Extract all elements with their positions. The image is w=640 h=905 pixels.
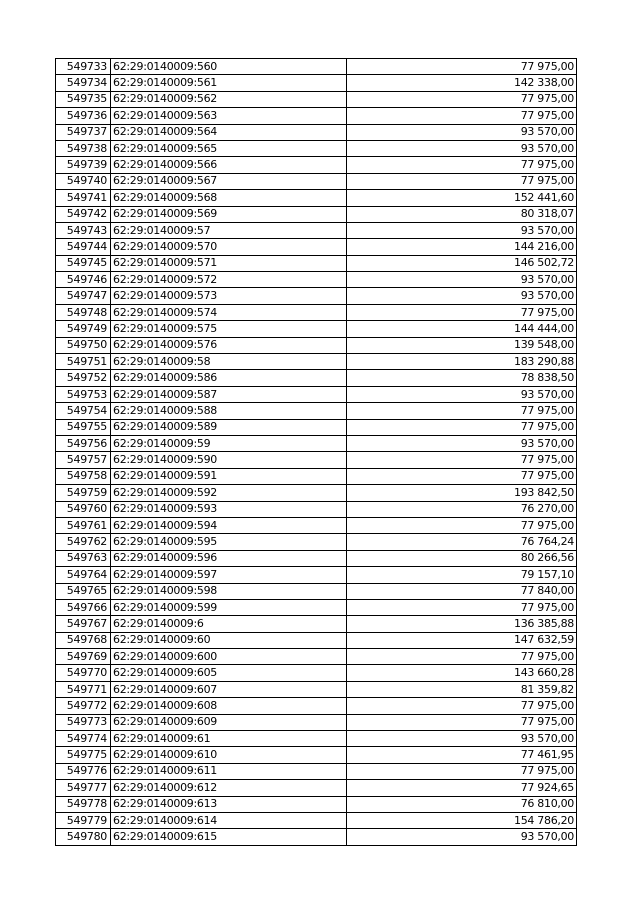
cadastral-value-cell: 78 838,50 <box>347 370 577 386</box>
cadastral-number-cell: 62:29:0140009:610 <box>111 747 347 763</box>
row-id-cell: 549747 <box>56 288 111 304</box>
table-row <box>56 812 577 828</box>
table-row <box>56 354 577 370</box>
cadastral-value-cell: 77 975,00 <box>347 173 577 189</box>
row-id-cell: 549751 <box>56 354 111 370</box>
cadastral-value-cell: 77 975,00 <box>347 468 577 484</box>
row-id-cell: 549744 <box>56 239 111 255</box>
cadastral-number-cell: 62:29:0140009:587 <box>111 386 347 402</box>
row-id-cell: 549779 <box>56 812 111 828</box>
cadastral-number-cell: 62:29:0140009:589 <box>111 419 347 435</box>
cadastral-number-cell: 62:29:0140009:575 <box>111 321 347 337</box>
row-id-cell: 549738 <box>56 140 111 156</box>
table-row <box>56 485 577 501</box>
table-row <box>56 796 577 812</box>
table-row <box>56 665 577 681</box>
cadastral-number-cell: 62:29:0140009:570 <box>111 239 347 255</box>
cadastral-value-cell: 147 632,59 <box>347 632 577 648</box>
cadastral-number-cell: 62:29:0140009:572 <box>111 272 347 288</box>
cadastral-value-cell: 154 786,20 <box>347 812 577 828</box>
cadastral-value-cell: 144 444,00 <box>347 321 577 337</box>
cadastral-value-cell: 77 975,00 <box>347 698 577 714</box>
cadastral-value-cell: 143 660,28 <box>347 665 577 681</box>
row-id-cell: 549754 <box>56 403 111 419</box>
cadastral-number-cell: 62:29:0140009:573 <box>111 288 347 304</box>
cadastral-number-cell: 62:29:0140009:586 <box>111 370 347 386</box>
cadastral-value-cell: 136 385,88 <box>347 616 577 632</box>
table-row <box>56 321 577 337</box>
row-id-cell: 549743 <box>56 222 111 238</box>
cadastral-value-cell: 139 548,00 <box>347 337 577 353</box>
cadastral-value-cell: 77 975,00 <box>347 59 577 75</box>
row-id-cell: 549760 <box>56 501 111 517</box>
cadastral-number-cell: 62:29:0140009:611 <box>111 763 347 779</box>
cadastral-number-cell: 62:29:0140009:571 <box>111 255 347 271</box>
cadastral-value-cell: 77 975,00 <box>347 91 577 107</box>
table-row <box>56 567 577 583</box>
cadastral-value-cell: 142 338,00 <box>347 75 577 91</box>
table-row <box>56 272 577 288</box>
cadastral-value-cell: 93 570,00 <box>347 140 577 156</box>
cadastral-number-cell: 62:29:0140009:574 <box>111 304 347 320</box>
cadastral-value-cell: 77 461,95 <box>347 747 577 763</box>
row-id-cell: 549756 <box>56 435 111 451</box>
table-row <box>56 190 577 206</box>
cadastral-number-cell: 62:29:0140009:564 <box>111 124 347 140</box>
cadastral-value-cell: 77 975,00 <box>347 517 577 533</box>
cadastral-value-cell: 77 924,65 <box>347 780 577 796</box>
row-id-cell: 549769 <box>56 649 111 665</box>
row-id-cell: 549755 <box>56 419 111 435</box>
table-row <box>56 108 577 124</box>
table-row <box>56 550 577 566</box>
cadastral-number-cell: 62:29:0140009:592 <box>111 485 347 501</box>
cadastral-number-cell: 62:29:0140009:562 <box>111 91 347 107</box>
row-id-cell: 549736 <box>56 108 111 124</box>
row-id-cell: 549774 <box>56 731 111 747</box>
table-row <box>56 157 577 173</box>
cadastral-number-cell: 62:29:0140009:612 <box>111 780 347 796</box>
cadastral-value-cell: 76 270,00 <box>347 501 577 517</box>
row-id-cell: 549752 <box>56 370 111 386</box>
cadastral-value-cell: 77 975,00 <box>347 108 577 124</box>
cadastral-number-cell: 62:29:0140009:590 <box>111 452 347 468</box>
cadastral-number-cell: 62:29:0140009:615 <box>111 829 347 845</box>
row-id-cell: 549768 <box>56 632 111 648</box>
cadastral-value-cell: 93 570,00 <box>347 829 577 845</box>
row-id-cell: 549742 <box>56 206 111 222</box>
row-id-cell: 549745 <box>56 255 111 271</box>
row-id-cell: 549765 <box>56 583 111 599</box>
table-row <box>56 206 577 222</box>
cadastral-number-cell: 62:29:0140009:591 <box>111 468 347 484</box>
cadastral-value-cell: 77 975,00 <box>347 403 577 419</box>
table-row <box>56 681 577 697</box>
cadastral-number-cell: 62:29:0140009:599 <box>111 599 347 615</box>
row-id-cell: 549778 <box>56 796 111 812</box>
cadastral-value-cell: 77 975,00 <box>347 452 577 468</box>
row-id-cell: 549767 <box>56 616 111 632</box>
cadastral-number-cell: 62:29:0140009:61 <box>111 731 347 747</box>
cadastral-number-cell: 62:29:0140009:567 <box>111 173 347 189</box>
row-id-cell: 549735 <box>56 91 111 107</box>
table-row <box>56 337 577 353</box>
row-id-cell: 549776 <box>56 763 111 779</box>
cadastral-value-cell: 77 975,00 <box>347 419 577 435</box>
table-row <box>56 59 577 75</box>
cadastral-value-cell: 183 290,88 <box>347 354 577 370</box>
cadastral-number-cell: 62:29:0140009:593 <box>111 501 347 517</box>
row-id-cell: 549762 <box>56 534 111 550</box>
row-id-cell: 549748 <box>56 304 111 320</box>
row-id-cell: 549758 <box>56 468 111 484</box>
row-id-cell: 549749 <box>56 321 111 337</box>
table-row <box>56 304 577 320</box>
cadastral-value-cell: 77 975,00 <box>347 304 577 320</box>
cadastral-number-cell: 62:29:0140009:595 <box>111 534 347 550</box>
row-id-cell: 549775 <box>56 747 111 763</box>
row-id-cell: 549734 <box>56 75 111 91</box>
cadastral-number-cell: 62:29:0140009:607 <box>111 681 347 697</box>
table-row <box>56 698 577 714</box>
row-id-cell: 549764 <box>56 567 111 583</box>
table-row <box>56 763 577 779</box>
row-id-cell: 549753 <box>56 386 111 402</box>
cadastral-number-cell: 62:29:0140009:563 <box>111 108 347 124</box>
cadastral-value-cell: 76 810,00 <box>347 796 577 812</box>
row-id-cell: 549780 <box>56 829 111 845</box>
table-row <box>56 91 577 107</box>
row-id-cell: 549777 <box>56 780 111 796</box>
cadastral-value-cell: 80 266,56 <box>347 550 577 566</box>
row-id-cell: 549772 <box>56 698 111 714</box>
cadastral-value-cell: 193 842,50 <box>347 485 577 501</box>
cadastral-number-cell: 62:29:0140009:597 <box>111 567 347 583</box>
table-row <box>56 599 577 615</box>
cadastral-number-cell: 62:29:0140009:600 <box>111 649 347 665</box>
row-id-cell: 549740 <box>56 173 111 189</box>
cadastral-value-table <box>55 58 577 846</box>
table-row <box>56 731 577 747</box>
cadastral-number-cell: 62:29:0140009:561 <box>111 75 347 91</box>
cadastral-number-cell: 62:29:0140009:614 <box>111 812 347 828</box>
table-row <box>56 468 577 484</box>
table-row <box>56 124 577 140</box>
cadastral-value-cell: 80 318,07 <box>347 206 577 222</box>
row-id-cell: 549733 <box>56 59 111 75</box>
row-id-cell: 549757 <box>56 452 111 468</box>
table-row <box>56 403 577 419</box>
cadastral-number-cell: 62:29:0140009:565 <box>111 140 347 156</box>
cadastral-value-cell: 93 570,00 <box>347 124 577 140</box>
cadastral-value-cell: 144 216,00 <box>347 239 577 255</box>
table-row <box>56 632 577 648</box>
cadastral-number-cell: 62:29:0140009:588 <box>111 403 347 419</box>
cadastral-value-cell: 79 157,10 <box>347 567 577 583</box>
table-row <box>56 534 577 550</box>
table-row <box>56 714 577 730</box>
cadastral-number-cell: 62:29:0140009:59 <box>111 435 347 451</box>
cadastral-value-cell: 93 570,00 <box>347 435 577 451</box>
cadastral-value-cell: 93 570,00 <box>347 386 577 402</box>
cadastral-value-cell: 93 570,00 <box>347 272 577 288</box>
row-id-cell: 549763 <box>56 550 111 566</box>
table-row <box>56 173 577 189</box>
row-id-cell: 549773 <box>56 714 111 730</box>
cadastral-value-cell: 77 975,00 <box>347 649 577 665</box>
table-row <box>56 140 577 156</box>
row-id-cell: 549761 <box>56 517 111 533</box>
table-row <box>56 452 577 468</box>
table-row <box>56 288 577 304</box>
table-row <box>56 75 577 91</box>
cadastral-number-cell: 62:29:0140009:596 <box>111 550 347 566</box>
cadastral-value-cell: 93 570,00 <box>347 731 577 747</box>
table-row <box>56 239 577 255</box>
table-row <box>56 435 577 451</box>
cadastral-number-cell: 62:29:0140009:566 <box>111 157 347 173</box>
cadastral-value-cell: 93 570,00 <box>347 222 577 238</box>
cadastral-number-cell: 62:29:0140009:576 <box>111 337 347 353</box>
table-row <box>56 780 577 796</box>
cadastral-value-cell: 77 840,00 <box>347 583 577 599</box>
cadastral-number-cell: 62:29:0140009:609 <box>111 714 347 730</box>
cadastral-value-cell: 93 570,00 <box>347 288 577 304</box>
cadastral-number-cell: 62:29:0140009:6 <box>111 616 347 632</box>
cadastral-value-cell: 77 975,00 <box>347 763 577 779</box>
cadastral-number-cell: 62:29:0140009:608 <box>111 698 347 714</box>
table-row <box>56 370 577 386</box>
table-row <box>56 386 577 402</box>
table-row <box>56 517 577 533</box>
row-id-cell: 549750 <box>56 337 111 353</box>
cadastral-number-cell: 62:29:0140009:594 <box>111 517 347 533</box>
row-id-cell: 549746 <box>56 272 111 288</box>
cadastral-number-cell: 62:29:0140009:613 <box>111 796 347 812</box>
cadastral-number-cell: 62:29:0140009:560 <box>111 59 347 75</box>
cadastral-value-cell: 152 441,60 <box>347 190 577 206</box>
table-row <box>56 583 577 599</box>
cadastral-number-cell: 62:29:0140009:598 <box>111 583 347 599</box>
cadastral-value-cell: 146 502,72 <box>347 255 577 271</box>
table-row <box>56 616 577 632</box>
cadastral-number-cell: 62:29:0140009:58 <box>111 354 347 370</box>
table-row <box>56 747 577 763</box>
table-row <box>56 419 577 435</box>
row-id-cell: 549759 <box>56 485 111 501</box>
row-id-cell: 549737 <box>56 124 111 140</box>
table-row <box>56 649 577 665</box>
row-id-cell: 549770 <box>56 665 111 681</box>
table-row <box>56 222 577 238</box>
cadastral-value-cell: 77 975,00 <box>347 157 577 173</box>
cadastral-value-cell: 77 975,00 <box>347 599 577 615</box>
row-id-cell: 549741 <box>56 190 111 206</box>
row-id-cell: 549766 <box>56 599 111 615</box>
cadastral-value-cell: 77 975,00 <box>347 714 577 730</box>
table-row <box>56 501 577 517</box>
cadastral-value-cell: 81 359,82 <box>347 681 577 697</box>
table-row <box>56 829 577 845</box>
cadastral-number-cell: 62:29:0140009:57 <box>111 222 347 238</box>
cadastral-number-cell: 62:29:0140009:605 <box>111 665 347 681</box>
cadastral-value-cell: 76 764,24 <box>347 534 577 550</box>
row-id-cell: 549771 <box>56 681 111 697</box>
cadastral-number-cell: 62:29:0140009:569 <box>111 206 347 222</box>
table-body <box>56 59 577 846</box>
cadastral-number-cell: 62:29:0140009:60 <box>111 632 347 648</box>
cadastral-number-cell: 62:29:0140009:568 <box>111 190 347 206</box>
row-id-cell: 549739 <box>56 157 111 173</box>
table-row <box>56 255 577 271</box>
